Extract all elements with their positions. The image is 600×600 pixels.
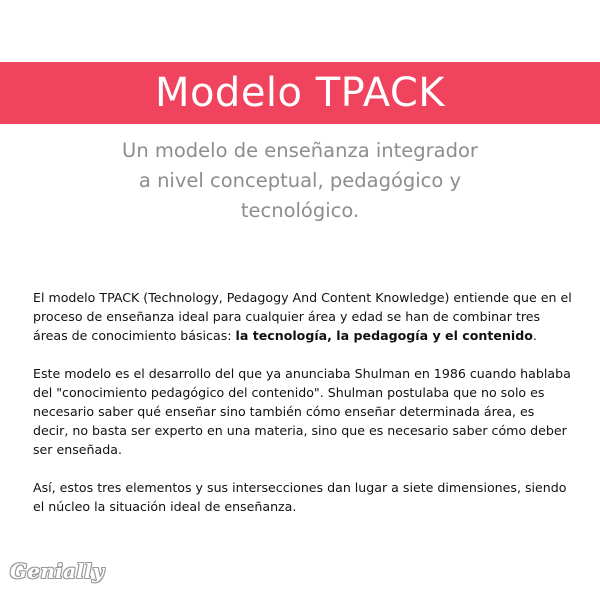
title-banner: [0, 62, 600, 124]
paragraph-text: El modelo TPACK (Technology, Pedagogy And Content Knowledge) entiende que en el proceso de enseñanza ideal para cualquier área y edad se han de combinar tres áreas de conocimiento básicas:: [33, 290, 572, 343]
body-text: [33, 288, 573, 516]
subtitle-line: a nivel conceptual, pedagógico y: [138, 169, 462, 192]
paragraph-bold-text: la tecnología, la pedagogía y el contenido: [235, 328, 533, 343]
paragraph-shulman: Este modelo es el desarrollo del que ya anunciaba Shulman en 1986 cuando hablaba del "conocimiento pedagógico del contenido". Shulman postulaba que no solo es necesario saber qué enseñar sino también cómo enseñar determinada área, es decir, no basta ser experto en una materia, sino que es necesario saber cómo deber ser enseñada.: [33, 366, 571, 457]
paragraph-end: .: [532, 328, 537, 343]
logo-text: Genially: [10, 559, 105, 583]
subtitle-line: tecnológico.: [240, 199, 360, 222]
genially-logo: [10, 556, 104, 586]
subtitle-line: Un modelo de enseñanza integrador: [122, 139, 478, 162]
subtitle: [60, 136, 540, 226]
page-title: Modelo TPACK: [154, 70, 446, 116]
paragraph-dimensions: Así, estos tres elementos y sus intersecciones dan lugar a siete dimensiones, siendo el núcleo la situación ideal de enseñanza.: [33, 480, 567, 514]
paragraph-tpack-definition: [33, 288, 573, 345]
